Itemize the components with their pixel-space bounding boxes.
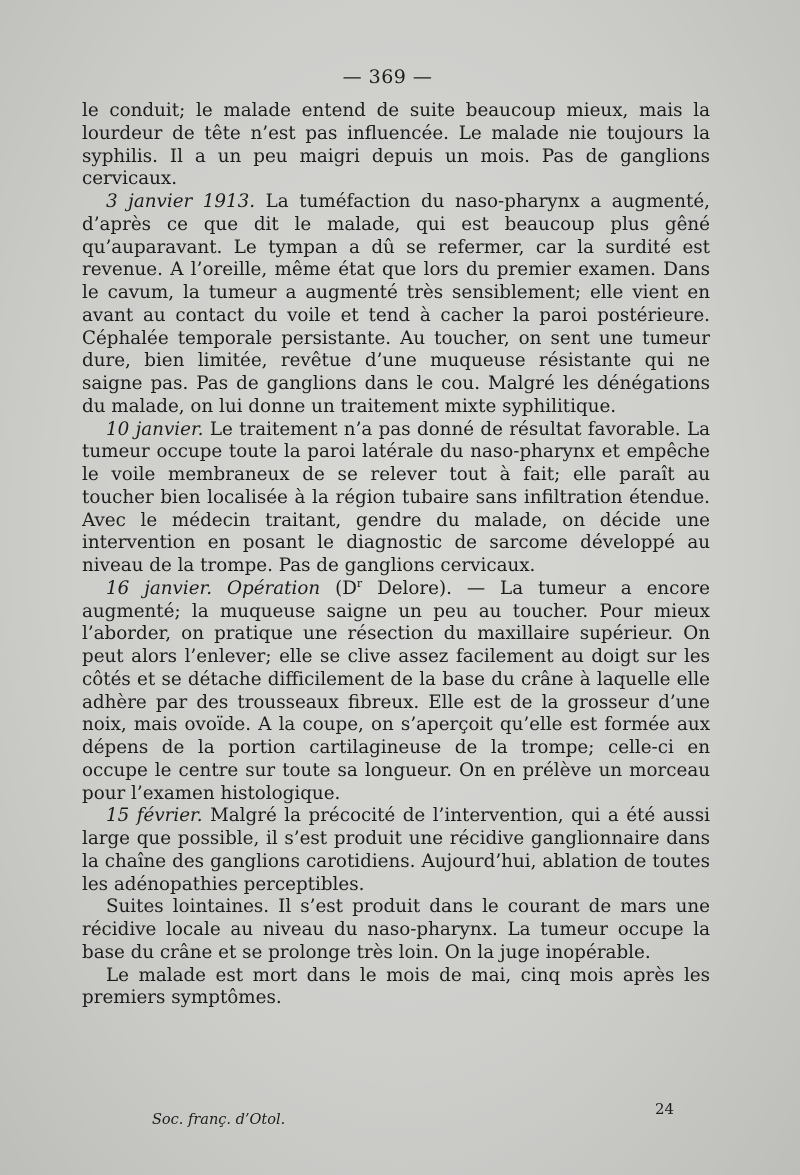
paragraph-suites (82, 896, 710, 964)
body-text (82, 100, 710, 1010)
paragraph-16-janvier (82, 578, 710, 806)
paragraph-3-janvier (82, 191, 710, 419)
paragraph-text: Delore). — La tumeur a encore augmenté; la muqueuse saigne un peu au toucher. Pour mieux l’aborder, on pratique une résection du maxillaire supérieur. On peut alors l’enlever; elle se clive assez facilement au doigt sur les côtés et se détache difficilement de la base du crâne à laquelle elle adhère par des trousseaux fibreux. Elle est de la grosseur d’une noix, mais ovoïde. A la coupe, on s’aperçoit qu’elle est formée aux dépens de la portion cartilagineuse de la trompe; celle-ci en occupe le centre sur toute sa longueur. On en prélève un morceau pour l’examen histologique. (82, 577, 710, 804)
date-heading: 10 janvier. (106, 418, 204, 440)
date-heading: 15 février. (106, 805, 203, 827)
paragraph-text: Le malade est mort dans le mois de mai, cinq mois après les premiers symptômes. (82, 964, 710, 1009)
paragraph-text: La tuméfaction du naso-pharynx a augmenté, d’après ce que dit le malade, qui est beaucoup plus gêné qu’auparavant. Le tympan a dû se refermer, car la surdité est revenue. A l’oreille, même état que lors du premier examen. Dans le cavum, la tumeur a augmenté très sensiblement; elle vient en avant au contact du voile et tend à cacher la paroi postérieure. Céphalée temporale persistante. Au toucher, on sent une tumeur dure, bien limitée, revêtue d’une muqueuse résistante qui ne saigne pas. Pas de ganglions dans le cou. Malgré les dénégations du malade, on lui donne un traitement mixte syphilitique. (82, 191, 710, 417)
page-number: — 369 — (342, 66, 433, 88)
paragraph-text: Le traitement n’a pas donné de résultat favorable. La tumeur occupe toute la paroi latérale du naso-pharynx et empêche le voile membraneux de se relever tout à fait; elle paraît au toucher bien localisée à la région tubaire sans infiltration étendue. Avec le médecin traitant, gendre du malade, on décide une intervention en posant le diagnostic de sarcome développé au niveau de la trompe. Pas de ganglions cervicaux. (82, 418, 710, 576)
paragraph-conclusion (82, 965, 710, 1011)
paragraph-10-janvier (82, 419, 710, 578)
footer-signature: Soc. franç. d’Otol. (152, 1112, 286, 1128)
date-heading: 3 janvier 1913. (106, 191, 256, 212)
footer-sheet-number: 24 (655, 1100, 675, 1118)
paragraph-continuation (82, 100, 710, 191)
paragraph-text-prefix: (D (320, 577, 357, 599)
date-heading: 16 janvier. Opération (106, 577, 321, 599)
paragraph-text: Suites lointaines. Il s’est produit dans le courant de mars une récidive locale au niveau du naso-pharynx. La tumeur occupe la base du crâne et se prolonge très loin. On la juge inopérable. (82, 896, 710, 963)
paragraph-text: Malgré la précocité de l’intervention, qui a été aussi large que possible, il s’est produit une récidive ganglionnaire dans la chaîne des ganglions carotidiens. Aujourd’hui, ablation de toutes les adénopathies perceptibles. (82, 805, 710, 895)
superscript: r (356, 576, 363, 590)
paragraph-text: le conduit; le malade entend de suite beaucoup mieux, mais la lourdeur de tête n’est pas influencée. Le malade nie toujours la syphilis. Il a un peu maigri depuis un mois. Pas de ganglions cervicaux. (82, 100, 710, 190)
paragraph-15-fevrier (82, 805, 710, 896)
